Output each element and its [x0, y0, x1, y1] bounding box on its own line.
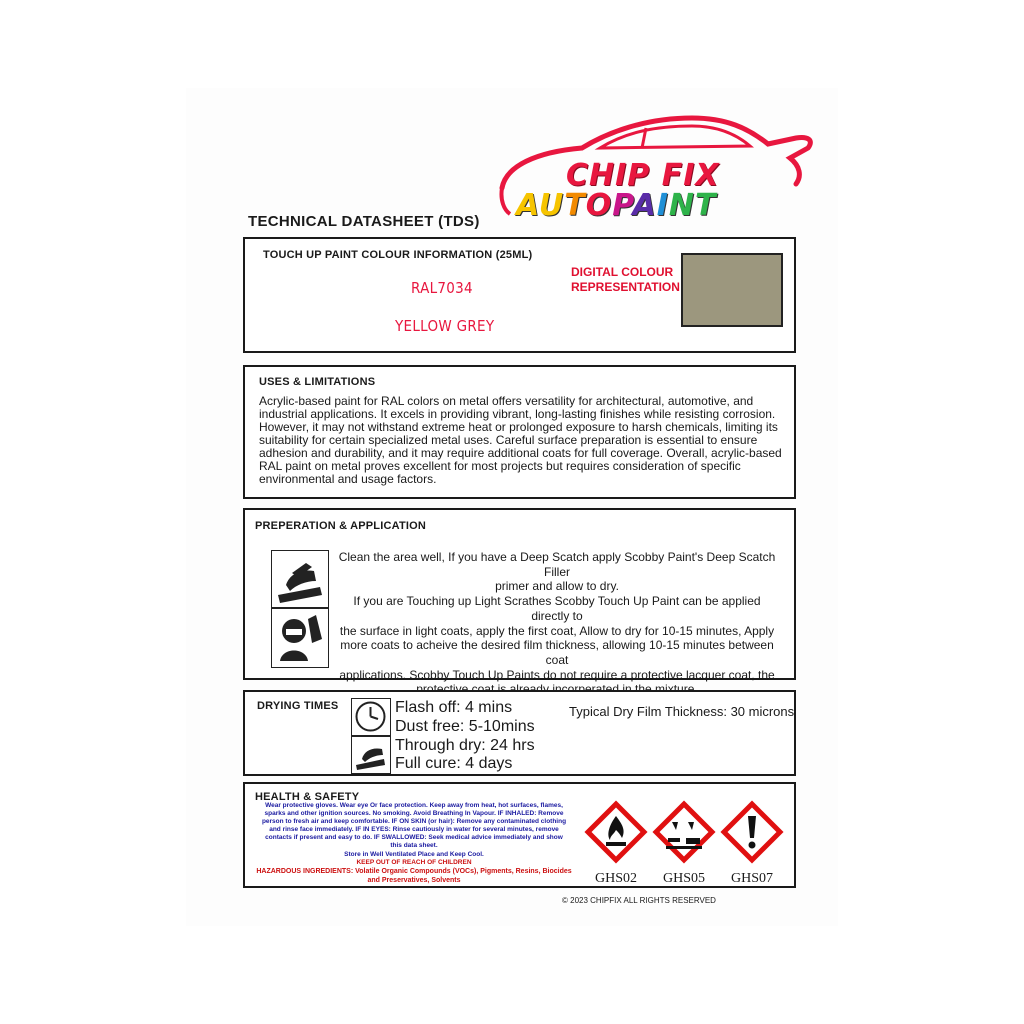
- film-thickness: Typical Dry Film Thickness: 30 microns: [569, 704, 795, 719]
- uses-line: environmental and usage factors.: [259, 472, 437, 486]
- brand-letter: T: [694, 188, 717, 223]
- brand-letter: U: [538, 188, 565, 223]
- clock-icon: [351, 698, 391, 736]
- digital-colour-label: DIGITAL COLOUR REPRESENTATION: [571, 265, 680, 294]
- drying-times-box: [243, 690, 796, 776]
- hs-line: this data sheet.: [390, 842, 438, 850]
- preparation-box: [243, 508, 796, 680]
- brand-letter: T: [564, 188, 586, 223]
- prep-line: applications. Scobby Touch Up Paints do not require a protective lacquer coat, the: [339, 667, 775, 682]
- hs-line: and rinse face immediately. IF IN EYES: Rinse cautiously in water for several minutes, remove: [269, 826, 559, 834]
- prep-line: primer and allow to dry.: [495, 579, 619, 594]
- prep-line: Clean the area well, If you have a Deep Scatch apply Scobby Paint's Deep Scatch Filler: [338, 550, 776, 579]
- ghs05-label: GHS05: [662, 871, 705, 886]
- flame-icon: [584, 800, 648, 864]
- prep-line: If you are Touching up Light Scrathes Scobby Touch Up Paint can be applied directly to: [353, 594, 761, 623]
- health-heading: HEALTH & SAFETY: [255, 791, 360, 803]
- colour-name: YELLOW GREY: [395, 317, 495, 335]
- prep-line: more coats to acheive the desired film thickness, allowing 10-15 minutes between coat: [340, 638, 774, 667]
- brand-letter: A: [516, 188, 539, 223]
- page-title: TECHNICAL DATASHEET (TDS): [248, 213, 480, 230]
- hs-line: sparks and other ignition sources. No smoking. Avoid Breathing In Vapour. IF INHALED: Remove: [264, 810, 564, 818]
- brand-line2: [516, 188, 716, 223]
- ghs07-label: GHS07: [730, 871, 773, 886]
- uses-limitations-box: [243, 365, 796, 499]
- surface-prep-icon: [271, 550, 329, 608]
- prep-line: the surface in light coats, apply the first coat, Allow to dry for 10-15 minutes, Apply: [339, 623, 775, 638]
- drying-heading: DRYING TIMES: [257, 700, 339, 712]
- preparation-text: [337, 550, 777, 697]
- colour-info-heading: TOUCH UP PAINT COLOUR INFORMATION (25ML): [263, 249, 533, 261]
- hs-line: person to fresh air and keep comfortable. IF ON SKIN (or hair): Remove any contaminated clothing: [261, 818, 567, 826]
- brand-letter: I: [656, 188, 669, 223]
- uses-text: [259, 395, 789, 486]
- health-text: [251, 802, 577, 885]
- corrosion-icon: [652, 800, 716, 864]
- ghs07-pictogram: [719, 800, 785, 887]
- brand-line1: CHIP FIX: [566, 158, 720, 193]
- brand-letter: O: [585, 188, 613, 223]
- preparation-heading: PREPERATION & APPLICATION: [255, 520, 427, 532]
- uses-line: However, it may not withstand extreme heat or prolonged exposure to harsh chemicals, limiting its: [259, 420, 778, 434]
- protective-gear-icon: [271, 608, 329, 668]
- uses-line: suitability for certain specialized metal uses. Careful surface preparation is essential to ensure: [259, 433, 758, 447]
- hs-line: contacts if present and easy to do. IF SWALLOWED: Seek medical advice immediately and show: [265, 834, 563, 842]
- colour-swatch: [681, 253, 783, 327]
- keep-out-text: KEEP OUT OF REACH OF CHILDREN: [356, 858, 472, 866]
- uses-line: adhesion and durability, and it may require additional coats for full coverage. Overall, acrylic-based: [259, 446, 782, 460]
- brand-letter: P: [612, 188, 633, 223]
- exclamation-icon: [720, 800, 784, 864]
- drying-item: Through dry: 24 hrs: [395, 737, 535, 754]
- hs-line: Store in Well Ventilated Place and Keep Cool.: [344, 850, 484, 858]
- hazardous-text: HAZARDOUS INGREDIENTS: Volatile Organic Compounds (VOCs), Pigments, Resins, Biocides and Preservatives, Solvents: [256, 867, 572, 884]
- brand-letter: N: [668, 188, 695, 223]
- ghs05-pictogram: [651, 800, 717, 887]
- uses-line: Acrylic-based paint for RAL colors on metal offers versatility for architectural, automotive, and: [259, 394, 754, 408]
- uses-heading: USES & LIMITATIONS: [259, 376, 376, 388]
- brand-letter: A: [632, 188, 657, 223]
- uses-line: RAL paint on metal proves excellent for most projects but requires consideration of specific: [259, 459, 741, 473]
- drying-item: Full cure: 4 days: [395, 755, 513, 772]
- colour-info-box: [243, 237, 796, 353]
- health-safety-box: [243, 782, 796, 888]
- uses-line: industrial applications. It excels in providing vibrant, long-lasting finishes while resisting corrosion.: [259, 407, 776, 421]
- hs-line: Wear protective gloves. Wear eye Or face protection. Keep away from heat, hot surfaces, flames,: [265, 802, 563, 809]
- colour-code: RAL7034: [411, 279, 473, 297]
- application-icon: [351, 736, 391, 774]
- drying-item: Dust free: 5-10mins: [395, 718, 535, 735]
- drying-item: Flash off: 4 mins: [395, 699, 513, 716]
- ghs02-pictogram: [583, 800, 649, 887]
- ghs02-label: GHS02: [594, 871, 637, 886]
- copyright: © 2023 CHIPFIX ALL RIGHTS RESERVED: [562, 896, 716, 905]
